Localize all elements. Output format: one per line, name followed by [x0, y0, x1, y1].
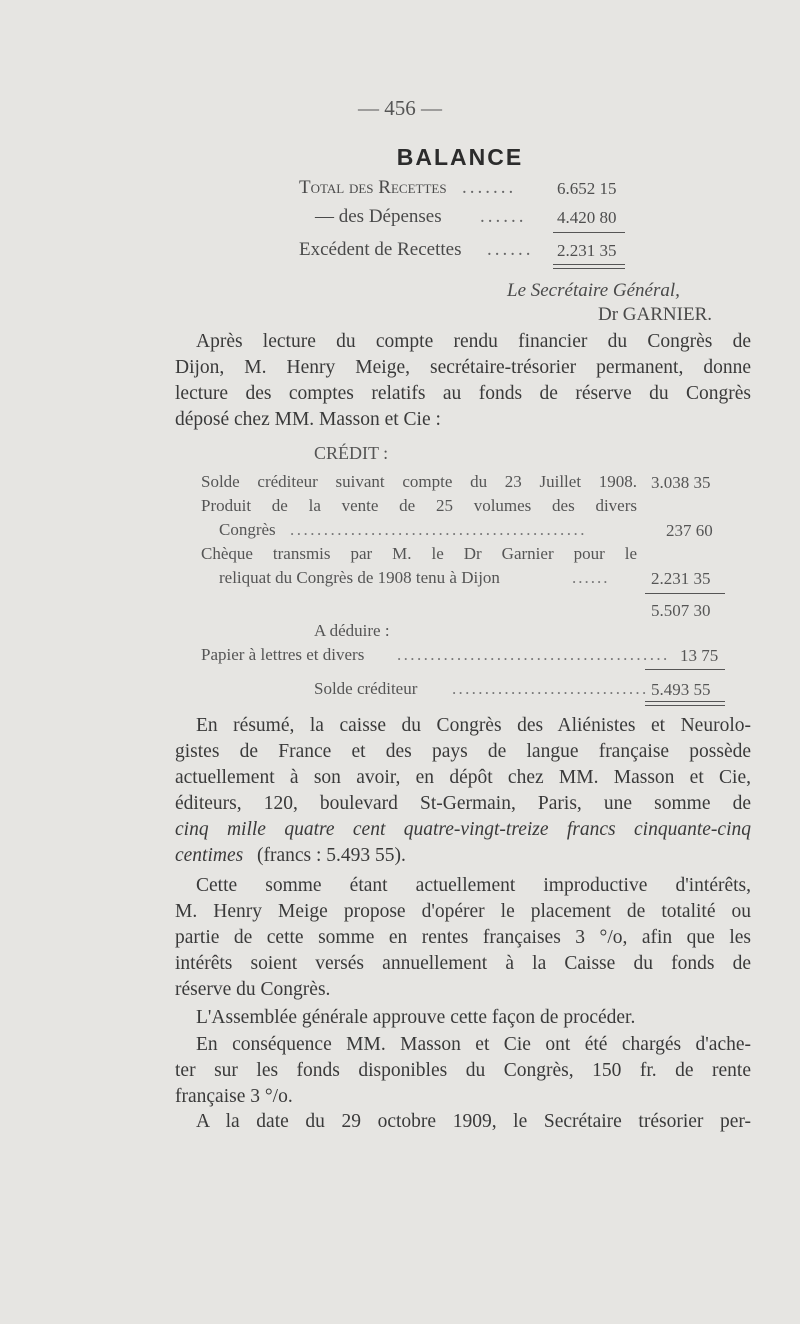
credit-item-1: Solde créditeur suivant compte du 23 Juillet 1908.	[201, 472, 637, 491]
para5-line: française 3 °/o.	[175, 1086, 293, 1107]
balance-row-excedent-value: 2.231 35	[557, 241, 617, 260]
balance-double-rule	[553, 268, 625, 269]
balance-row-recettes-label: Total des Recettes	[299, 177, 447, 198]
balance-dots: ......	[480, 206, 527, 227]
para2-line: En résumé, la caisse du Congrès des Aliénistes et Neurolo-	[196, 715, 751, 736]
para2-line: (francs : 5.493 55).	[257, 845, 406, 866]
credit-rule	[645, 669, 725, 670]
deduct-item: Papier à lettres et divers	[201, 645, 365, 664]
para1-line: Après lecture du compte rendu financier du Congrès de	[196, 331, 751, 352]
balance-double-rule	[553, 264, 625, 265]
solde-value: 5.493 55	[651, 680, 711, 699]
credit-item-2-value: 237 60	[666, 521, 713, 540]
balance-heading: BALANCE	[396, 144, 524, 170]
credit-dots: .........................................	[397, 645, 670, 664]
credit-dots: ......	[572, 568, 610, 587]
credit-item-3-value: 2.231 35	[651, 569, 711, 588]
credit-rule	[645, 701, 725, 702]
page-number: — 456 —	[358, 96, 442, 120]
para3-line: M. Henry Meige propose d'opérer le placement de totalité ou	[175, 901, 751, 922]
signature-name: Dr GARNIER.	[598, 304, 712, 325]
para2-line: actuellement à son avoir, en dépôt chez MM. Masson et Cie,	[175, 767, 751, 788]
solde-label: Solde créditeur	[314, 679, 418, 698]
para5-line: En conséquence MM. Masson et Cie ont été chargés d'ache-	[196, 1034, 751, 1055]
balance-row-recettes-value: 6.652 15	[557, 179, 617, 198]
para2-line: gistes de France et des pays de langue française possède	[175, 741, 751, 762]
balance-rule	[553, 232, 625, 233]
para2-line: éditeurs, 120, boulevard St-Germain, Paris, une somme de	[175, 793, 751, 814]
credit-item-2-line2: Congrès	[219, 520, 276, 539]
credit-heading: CRÉDIT :	[314, 443, 389, 463]
deduct-heading: A déduire :	[314, 621, 390, 640]
credit-rule	[645, 705, 725, 706]
balance-dots: .......	[462, 177, 517, 198]
credit-item-2-line1: Produit de la vente de 25 volumes des divers	[201, 496, 637, 515]
para6-line: A la date du 29 octobre 1909, le Secrétaire trésorier per-	[196, 1111, 751, 1132]
credit-subtotal: 5.507 30	[651, 601, 711, 620]
para1-line: déposé chez MM. Masson et Cie :	[175, 409, 441, 430]
para2-line-italic: cinq mille quatre cent quatre-vingt-treize francs cinquante-cinq	[175, 819, 751, 840]
balance-row-depenses-value: 4.420 80	[557, 208, 617, 227]
para3-line: intérêts soient versés annuellement à la Caisse du fonds de	[175, 953, 751, 974]
para3-line: réserve du Congrès.	[175, 979, 331, 1000]
deduct-value: 13 75	[680, 646, 719, 665]
para1-line: Dijon, M. Henry Meige, secrétaire-trésorier permanent, donne	[175, 357, 751, 378]
credit-dots: ..............................	[452, 679, 649, 698]
credit-rule	[645, 593, 725, 594]
credit-item-1-value: 3.038 35	[651, 473, 711, 492]
para3-line: partie de cette somme en rentes françaises 3 °/o, afin que les	[175, 927, 751, 948]
balance-row-depenses-label: — des Dépenses	[315, 206, 442, 227]
balance-dots: ......	[487, 239, 534, 260]
credit-dots: ............................................	[290, 520, 587, 539]
para3-line: Cette somme étant actuellement improductive d'intérêts,	[196, 875, 751, 896]
para1-line: lecture des comptes relatifs au fonds de réserve du Congrès	[175, 383, 751, 404]
credit-item-3-line1: Chèque transmis par M. le Dr Garnier pour le	[201, 544, 637, 563]
balance-row-excedent-label: Excédent de Recettes	[299, 239, 462, 260]
para4-line: L'Assemblée générale approuve cette façon de procéder.	[196, 1007, 636, 1028]
para5-line: ter sur les fonds disponibles du Congrès, 150 fr. de rente	[175, 1060, 751, 1081]
signature-title: Le Secrétaire Général,	[507, 280, 680, 301]
credit-item-3-line2: reliquat du Congrès de 1908 tenu à Dijon	[219, 568, 500, 587]
para2-line-italic: centimes	[175, 845, 244, 866]
